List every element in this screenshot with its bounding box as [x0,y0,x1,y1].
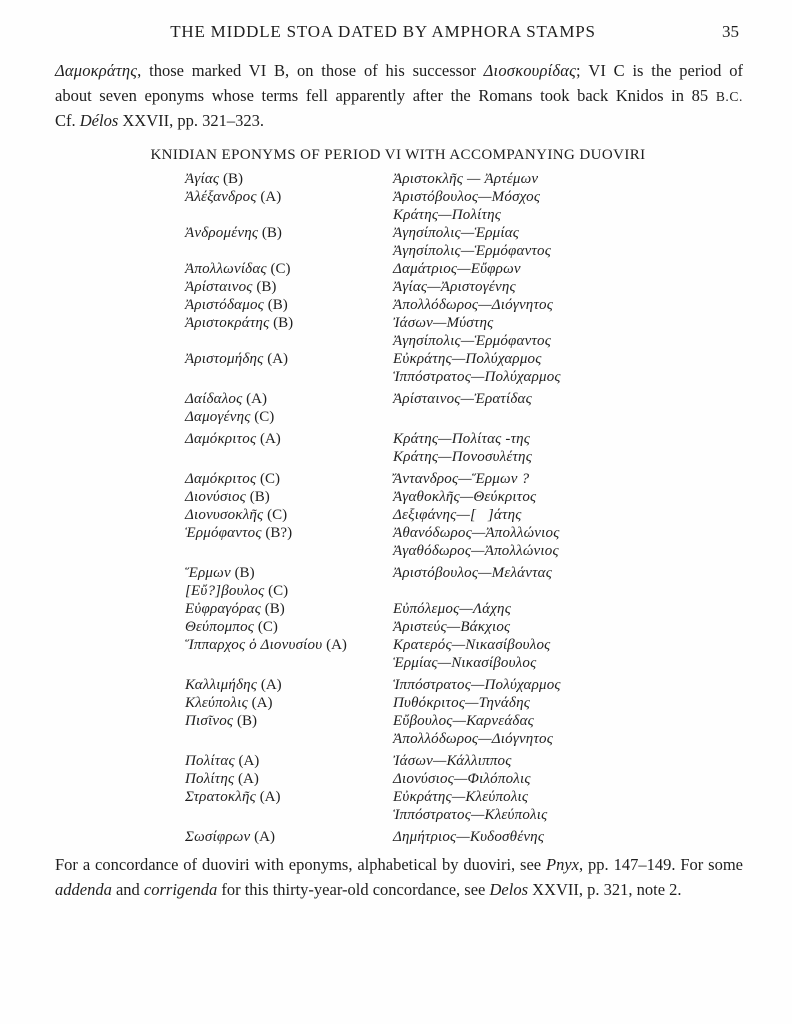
eponym-name: Ἀπολλωνίδας [185,261,267,277]
eponym-period-tag: (B) [252,279,277,295]
eponym-cell [185,470,393,488]
table-row [185,712,745,730]
duoviri-cell [393,408,745,426]
eponym-period-tag: (B) [230,565,255,581]
duoviri-cell [393,506,745,524]
duoviri-pair: Ἀγίας—Ἀριστογένης [393,279,516,295]
duoviri-pair: Πυθόκριτος—Τηνάδης [393,695,531,711]
eponym-name: Πολίτας [185,753,235,769]
eponym-name: Καλλιμήδης [185,677,258,693]
text-segment: Pnyx [546,855,580,874]
table-row [185,314,745,332]
duoviri-pair: Ἰάσων—Μύστης [393,315,494,331]
table-row [185,654,745,672]
eponym-name: Δαίδαλος [185,391,243,407]
eponym-cell [185,314,393,332]
paragraph-line [55,109,743,134]
eponym-period-tag: (C) [254,619,278,635]
table-row [185,188,745,206]
duoviri-pair: Εὐκράτης—Πολύχαρμος [393,351,542,367]
eponym-period-tag: (A) [257,677,282,693]
duoviri-pair: Ἰάσων—Κάλλιππος [393,753,512,769]
eponym-cell [185,390,393,408]
duoviri-pair: Διονύσιος—Φιλόπολις [393,771,531,787]
eponym-name: Κλεύπολις [185,695,248,711]
eponym-cell [185,224,393,242]
eponym-cell [185,408,393,426]
eponym-cell [185,524,393,542]
eponym-period-tag: (B) [245,489,270,505]
eponym-period-tag: (C) [250,409,275,425]
eponym-name: Ἀριστόδαμος [185,297,264,313]
eponym-period-tag: (C) [266,261,291,277]
paragraph-line [55,878,743,903]
duoviri-cell [393,314,745,332]
table-row [185,618,745,636]
duoviri-cell [393,430,745,448]
table-row [185,828,745,846]
duoviri-pair: Ἀριστοκλῆς — Ἀρτέμων [393,171,539,187]
table-row [185,730,745,748]
duoviri-cell [393,350,745,368]
duoviri-pair: Ἀριστεύς—Βάκχιος [393,619,511,635]
table-row [185,600,745,618]
eponym-period-tag: (A) [247,695,273,711]
text-segment: addenda [55,879,112,899]
duoviri-cell [393,788,745,806]
duoviri-cell [393,636,745,654]
eponym-name: Ἵππαρχος ὁ Διονυσίου [185,637,323,653]
eponym-name: Δαμογένης [185,409,251,425]
table-row [185,752,745,770]
duoviri-cell [393,770,745,788]
duoviri-cell [393,206,745,224]
eponym-period-tag: (B) [219,171,243,187]
eponym-period-tag: (A) [242,391,267,407]
duoviri-pair: Ἀγησίπολις—Ἑρμόφαντος [393,243,552,259]
table-row [185,296,745,314]
duoviri-pair: Ἀθανόδωρος—Ἀπολλώνιος [393,525,560,541]
eponym-period-tag: (C) [264,583,289,599]
eponym-name: Ἀριστοκράτης [185,315,270,331]
table-row [185,636,745,654]
duoviri-cell [393,730,745,748]
table-row [185,506,745,524]
text-segment: For a concordance of duoviri with eponyms, alphabetical by duoviri, see [55,855,547,874]
text-segment: XXVII, pp. 321–323. [118,111,264,130]
eponym-name: [Εὔ?]βουλος [185,583,265,599]
duoviri-pair: Ἀρίσταινος—Ἐρατίδας [393,391,532,407]
table-row [185,242,745,260]
eponym-cell [185,170,393,188]
eponym-cell [185,636,393,654]
table-row [185,488,745,506]
table-row [185,448,745,466]
eponym-cell [185,770,393,788]
eponym-cell [185,278,393,296]
eponym-cell [185,752,393,770]
duoviri-pair: Ἀριστόβουλος—Μελάντας [393,565,553,581]
eponym-period-tag: (C) [263,507,288,523]
duoviri-cell [393,170,745,188]
duoviri-pair: Ἀπολλόδωρος—Διόγνητος [393,297,553,313]
duoviri-pair: Ἀγησίπολις—Ἑρμίας [393,225,520,241]
eponym-cell [185,332,393,350]
duoviri-cell [393,296,745,314]
text-segment: corrigenda [143,879,218,899]
eponym-name: Ἀλέξανδρος [185,189,257,205]
duoviri-pair: Ἑρμίας—Νικασίβουλος [393,655,537,671]
duoviri-cell [393,488,745,506]
running-title: THE MIDDLE STOA DATED BY AMPHORA STAMPS [170,22,596,41]
intro-paragraph [55,59,743,134]
duoviri-pair: Ἀπολλόδωρος—Διόγνητος [393,731,553,747]
eponym-cell [185,730,393,748]
duoviri-pair: Ἱππόστρατος—Πολύχαρμος [393,369,561,385]
eponym-cell [185,618,393,636]
duoviri-cell [393,600,745,618]
text-segment: Délos [79,111,119,130]
duoviri-pair: Εὐκράτης—Κλεύπολις [393,789,529,805]
duoviri-cell [393,368,745,386]
table-row [185,806,745,824]
eponym-cell [185,296,393,314]
eponym-period-tag: (B) [258,225,282,241]
eponym-name: Ἀνδρομένης [185,225,259,241]
eponym-period-tag: (A) [256,431,281,447]
eponym-period-tag: (A) [250,829,275,845]
duoviri-pair: Κρατερός—Νικασίβουλος [393,637,551,653]
text-segment: for this thirty-year-old concordance, see [217,879,490,899]
duoviri-cell [393,188,745,206]
eponym-name: Ἀρίσταινος [185,279,253,295]
eponym-period-tag: (B) [263,297,288,313]
duoviri-cell [393,542,745,560]
eponym-cell [185,448,393,466]
eponym-period-tag: (A) [234,753,260,769]
duoviri-pair: Ἀγησίπολις—Ἑρμόφαντος [393,333,552,349]
eponym-cell [185,806,393,824]
eponym-name: Ἀριστομήδης [185,351,264,367]
duoviri-cell [393,278,745,296]
duoviri-pair: Κράτης—Πολίτης [393,207,502,223]
table-row [185,390,745,408]
eponym-name: Δαμόκριτος [185,471,257,487]
table-row [185,470,745,488]
eponym-name: Πολίτης [185,771,235,787]
text-segment: Delos [489,879,529,899]
duoviri-pair: Ἀγαθοκλῆς—Θεύκριτος [393,489,537,505]
duoviri-cell [393,524,745,542]
eponym-name: Στρατοκλῆς [185,789,256,805]
eponym-name: Θεύπομπος [185,619,255,635]
table-row [185,582,745,600]
duoviri-cell [393,332,745,350]
text-segment: XXVII, p. 321, note 2. [528,879,682,899]
paragraph-line [55,84,743,110]
table-row [185,694,745,712]
text-segment: Cf. [55,111,80,130]
duoviri-cell [393,806,745,824]
duoviri-pair: Ἀγαθόδωρος—Ἀπολλώνιος [393,543,559,559]
eponym-cell [185,694,393,712]
duoviri-pair: Ἱππόστρατος—Πολύχαρμος [393,677,561,693]
text-segment: , those marked VI B, on those of his successor [137,61,484,80]
eponym-cell [185,828,393,846]
duoviri-cell [393,260,745,278]
eponym-cell [185,506,393,524]
eponym-name: Πισῖνος [185,713,234,729]
eponym-cell [185,564,393,582]
duoviri-cell [393,242,745,260]
text-segment: B.C. [715,88,743,104]
table-row [185,278,745,296]
text-segment: about seven eponyms whose terms fell apparently after the Romans took back Knidos in 85 [55,85,716,105]
table-row [185,430,745,448]
duoviri-pair: Κράτης—Πολίτας -της [393,431,531,447]
text-segment: and [111,879,144,899]
table-row [185,350,745,368]
eponym-name: Σωσίφρων [185,829,251,845]
eponym-period-tag: (B?) [261,525,293,541]
eponym-cell [185,206,393,224]
duoviri-cell [393,470,745,488]
eponym-name: Ἑρμόφαντος [185,525,262,541]
eponym-period-tag: (B) [233,713,257,729]
duoviri-cell [393,224,745,242]
footer-paragraph [55,853,743,902]
table-row [185,564,745,582]
duoviri-pair: Δαμάτριος—Εὔφρων [393,261,521,277]
eponym-name: Ἕρμων [185,565,231,581]
duoviri-cell [393,712,745,730]
eponym-cell [185,582,393,600]
eponym-cell [185,676,393,694]
text-segment: ; VI C is the period of [576,61,744,80]
duoviri-cell [393,448,745,466]
table-row [185,542,745,560]
eponym-cell [185,600,393,618]
running-header [55,22,741,42]
duoviri-pair: Κράτης—Πονοσυλέτης [393,449,532,465]
table-row [185,408,745,426]
eponym-cell [185,242,393,260]
text-segment: Δαμοκράτης [55,61,138,80]
duoviri-cell [393,390,745,408]
table-row [185,524,745,542]
eponym-cell [185,368,393,386]
eponym-name: Ἀγίας [185,171,220,187]
text-segment: Διοσκουρίδας [483,61,576,80]
duoviri-cell [393,676,745,694]
eponym-name: Διονυσοκλῆς [185,507,264,523]
eponym-period-tag: (A) [256,189,282,205]
table-row [185,206,745,224]
eponym-cell [185,188,393,206]
eponym-period-tag: (A) [234,771,259,787]
table-row [185,260,745,278]
table-row [185,770,745,788]
duoviri-cell [393,752,745,770]
eponym-name: Διονύσιος [185,489,246,505]
table-row [185,170,745,188]
duoviri-pair: Εὔβουλος—Καρνεάδας [393,713,534,729]
table-row [185,332,745,350]
eponym-period-tag: (A) [322,637,347,653]
eponym-cell [185,788,393,806]
eponym-cell [185,542,393,560]
duoviri-cell [393,564,745,582]
duoviri-cell [393,618,745,636]
table-row [185,224,745,242]
duoviri-pair: Ἱππόστρατος—Κλεύπολις [393,807,548,823]
eponym-cell [185,350,393,368]
section-heading: KNIDIAN EPONYMS OF PERIOD VI WITH ACCOMPANYING DUOVIRI [150,147,646,163]
duoviri-pair: Εὐπόλεμος—Λάχης [393,601,511,617]
table-row [185,676,745,694]
eponym-cell [185,488,393,506]
eponym-cell [185,654,393,672]
eponym-period-tag: (C) [256,471,280,487]
duoviri-pair: Δεξιφάνης—[ ]άτης [393,507,522,523]
duoviri-pair: Ἀριστόβουλος—Μόσχος [393,189,541,205]
duoviri-pair: Δημήτριος—Κυδοσθένης [393,829,545,845]
eponym-cell [185,712,393,730]
eponym-duoviri-table [185,170,745,846]
eponym-cell [185,430,393,448]
eponym-name: Εὐφραγόρας [185,601,261,617]
eponym-period-tag: (A) [263,351,289,367]
eponym-name: Δαμόκριτος [185,431,257,447]
eponym-period-tag: (B) [261,601,285,617]
eponym-cell [185,260,393,278]
duoviri-cell [393,828,745,846]
paragraph-line [55,59,743,84]
duoviri-cell [393,694,745,712]
duoviri-cell [393,654,745,672]
duoviri-pair: Ἄντανδρος—Ἕρμων ? [393,471,530,487]
table-row [185,368,745,386]
text-segment: , pp. 147–149. For some [579,855,743,874]
paragraph-line [55,853,743,878]
duoviri-cell [393,582,745,600]
page-number: 35 [722,22,739,41]
eponym-period-tag: (A) [255,789,281,805]
eponym-period-tag: (B) [269,315,294,331]
table-row [185,788,745,806]
